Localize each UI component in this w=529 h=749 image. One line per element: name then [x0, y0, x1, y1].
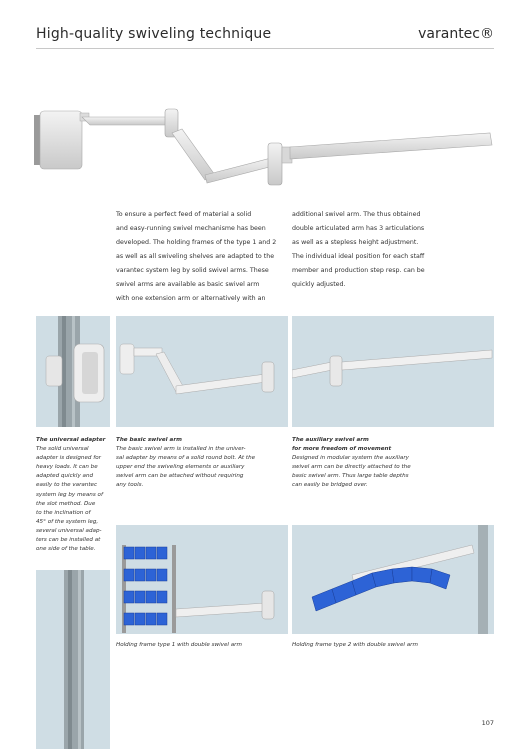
page-number: 107 [481, 719, 494, 727]
holding-frame-type-1-photo [116, 525, 288, 634]
intro-column-1: To ensure a perfect feed of material a solid and easy-running swivel mechanisme has been developed. The holding frames of the type 1 and 2 as well as all swiveling shelves are adapted to the varantec system leg by solid swivel arms. These swivel arms are available as basic swivel arm with one extension arm or alternatively with an [116, 211, 277, 302]
system-leg-photo [36, 570, 110, 749]
hero-swivel-arm-illustration [0, 95, 529, 210]
auxiliary-swivel-arm-photo [292, 316, 494, 427]
caption-auxiliary-swivel-arm: The auxiliary swivel arm for more freedom of movement Designed in modular system the auxiliary swivel arm can be directly attached to the basic swivel arm. Thus large table depths can easily be bridged over. [292, 437, 411, 489]
caption-universal-adapter: The universal adapter The solid universal adapter is designed for heavy loads. It can be adapted quickly and easily to the varantec system leg by means of the slot method. Due to the inclination of 45° of the system leg, several universal adap- ters can be installed at one side of the table. [36, 437, 106, 553]
intro-column-2: additional swivel arm. The thus obtained double articulated arm has 3 articulations as well as a stepless height adjustment. The individual ideal position for each staff member and production step resp. can be quickly adjusted. [292, 211, 425, 288]
caption-frame-type-2: Holding frame type 2 with double swivel arm [292, 642, 418, 648]
caption-basic-swivel-arm: The basic swivel arm The basic swivel arm is installed in the univer- sal adapter by means of a solid round bolt. At the upper end the swiveling elements or auxiliary swivel arm can be attached without requiring any tools. [116, 437, 256, 489]
brand-logo: varantec® [418, 26, 494, 42]
page-title: High-quality swiveling technique [36, 26, 272, 42]
caption-frame-type-1: Holding frame type 1 with double swivel arm [116, 642, 242, 648]
holding-frame-type-2-photo [292, 525, 494, 634]
universal-adapter-photo [36, 316, 110, 427]
basic-swivel-arm-photo [116, 316, 288, 427]
header-divider [36, 48, 494, 49]
